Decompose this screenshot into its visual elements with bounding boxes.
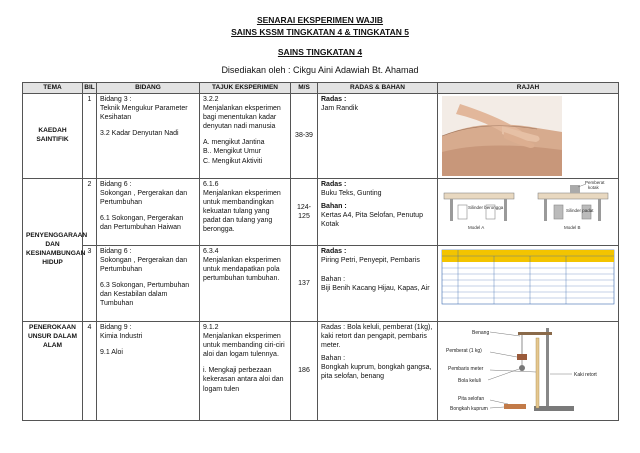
bil-cell: 3 xyxy=(83,246,97,322)
radas-line: Piring Petri, Penyepit, Pembaris xyxy=(321,257,420,265)
pulse-check-illustration xyxy=(442,96,562,176)
bidang-line: 6.1 Sokongan, Pergerakan dan Pertumbuhan Haiwan xyxy=(100,215,184,232)
tajuk-cell xyxy=(200,179,291,246)
rajah-cell xyxy=(438,179,619,246)
bil-cell: 1 xyxy=(83,94,97,179)
label-model-b: Model B xyxy=(564,225,581,230)
bidang-line: Kimia Industri xyxy=(100,333,143,341)
bone-strength-diagram xyxy=(438,179,619,245)
radas-line: Bongkah kuprum, bongkah gangsa, pita selofan, benang xyxy=(321,364,432,381)
bidang-line: Sokongan , Pergerakan dan Pertumbuhan xyxy=(100,190,188,207)
label-kotak: kotak xyxy=(588,185,599,190)
label-pemberat: Pemberat xyxy=(585,180,605,185)
tajuk-line: i. Mengkaji perbezaan kekerasan antara aloi dan logam tulen xyxy=(203,367,284,393)
tajuk-line: Menjalankan eksperimen untuk mendapatkan pola pertumbuhan tumbuhan. xyxy=(203,257,281,283)
rajah-cell xyxy=(438,94,619,179)
rajah-cell xyxy=(438,246,619,322)
ms-cell: 186 xyxy=(291,322,318,421)
tema-cell: PENYENGGARAAN DAN KESINAMBUNGAN HIDUP xyxy=(23,179,83,322)
bidang-line: Bidang 9 : xyxy=(100,324,132,331)
tajuk-cell xyxy=(200,246,291,322)
alloy-hardness-apparatus-diagram xyxy=(438,322,619,420)
label-bongkah-kuprum: Bongkah kuprum xyxy=(450,406,488,412)
radas-cell xyxy=(318,246,438,322)
bidang-line: 3.2 Kadar Denyutan Nadi xyxy=(100,130,179,138)
label-bola-keluli: Bola keluli xyxy=(458,378,481,384)
bidang-cell xyxy=(97,94,200,179)
tajuk-line: Menjalankan eksperimen untuk membanding ciri-ciri aloi dan logam tulennya. xyxy=(203,333,285,359)
growth-record-table-illustration xyxy=(438,246,619,321)
tema-cell: PENEROKAAN UNSUR DALAM ALAM xyxy=(23,322,83,421)
radas-heading: Radas : xyxy=(321,96,347,103)
doc-title: SENARAI EKSPERIMEN WAJIB xyxy=(256,15,384,25)
bidang-line: Bidang 6 : xyxy=(100,248,132,255)
bidang-cell xyxy=(97,322,200,421)
radas-heading: Bahan : xyxy=(321,355,346,363)
label-benang: Benang xyxy=(472,330,490,336)
tajuk-line: 6.3.4 xyxy=(203,248,219,255)
ms-cell: 124-125 xyxy=(291,179,318,246)
bidang-line: 6.3 Sokongan, Pertumbuhan dan Kestabilan dalam Tumbuhan xyxy=(100,282,190,308)
table-header-row xyxy=(23,83,619,94)
label-model-a: Model A xyxy=(468,225,485,230)
bidang-line: Sokongan , Pergerakan dan Pertumbuhan xyxy=(100,257,188,274)
bidang-line: Bidang 3 : xyxy=(100,96,132,103)
radas-heading: Radas : xyxy=(321,181,347,188)
rajah-cell xyxy=(438,322,619,421)
label-silinder-berongga: Silinder berongga xyxy=(468,205,504,210)
experiment-table xyxy=(22,82,619,421)
label-pita-selofan: Pita selofan xyxy=(458,396,485,402)
tema-cell: KAEDAH SAINTIFIK xyxy=(23,94,83,179)
header-tajuk: TAJUK EKSPERIMEN xyxy=(200,83,291,94)
ms-cell: 137 xyxy=(291,246,318,322)
table-row xyxy=(23,94,619,179)
tajuk-line: 3.2.2 xyxy=(203,96,219,103)
bidang-cell xyxy=(97,246,200,322)
tajuk-cell xyxy=(200,94,291,179)
tajuk-line: B.. Mengikut Umur xyxy=(203,148,261,156)
radas-cell xyxy=(318,322,438,421)
tajuk-line: A. mengikut Jantina xyxy=(203,139,265,147)
tajuk-line: 9.1.2 xyxy=(203,324,219,331)
radas-line: Bahan : xyxy=(321,276,346,284)
bidang-cell xyxy=(97,179,200,246)
header-radas: RADAS & BAHAN xyxy=(318,83,438,94)
tajuk-line: C. Mengikut Aktiviti xyxy=(203,157,263,165)
bidang-line: Teknik Mengukur Parameter Kesihatan xyxy=(100,105,188,122)
bil-cell: 2 xyxy=(83,179,97,246)
tajuk-line: Menjalankan eksperimen bagi menentukan kadar denyutan nadi manusia xyxy=(203,105,281,131)
tajuk-line: Menjalankan eksperimen untuk membandingkan kekuatan tulang yang padat dan tulang yang berongga. xyxy=(203,190,281,234)
radas-line: Jam Randik xyxy=(321,105,358,113)
bidang-line: Bidang 6 : xyxy=(100,181,132,188)
radas-heading: Radas : xyxy=(321,248,347,255)
doc-level-title: SAINS TINGKATAN 4 xyxy=(277,47,363,57)
bidang-line: 9.1 Aloi xyxy=(100,349,123,357)
tajuk-line: 6.1.6 xyxy=(203,181,219,188)
radas-line: Radas : Bola keluli, pemberat (1kg), kaki retort dan pengapit, pembaris meter. xyxy=(321,324,433,350)
label-pembaris: Pembaris meter xyxy=(448,366,484,372)
radas-cell xyxy=(318,94,438,179)
label-kaki-retort: Kaki retort xyxy=(574,372,597,378)
header-ms: M/S xyxy=(291,83,318,94)
doc-author: Disediakan oleh : Cikgu Aini Adawiah Bt. Ahamad xyxy=(221,65,419,75)
ms-cell: 38-39 xyxy=(291,94,318,179)
table-row xyxy=(23,322,619,421)
label-pemberat: Pemberat (1 kg) xyxy=(446,348,482,354)
header-tema: TEMA xyxy=(23,83,83,94)
radas-line: Kertas A4, Pita Selofan, Penutup Kotak xyxy=(321,212,423,229)
header-rajah: RAJAH xyxy=(438,83,619,94)
doc-subtitle: SAINS KSSM TINGKATAN 4 & TINGKATAN 5 xyxy=(231,27,409,37)
radas-line: Buku Teks, Gunting xyxy=(321,190,382,198)
tajuk-cell xyxy=(200,322,291,421)
radas-heading: Bahan : xyxy=(321,203,347,211)
table-row xyxy=(23,179,619,246)
radas-line: Biji Benih Kacang Hijau, Kapas, Air xyxy=(321,285,430,293)
bil-cell: 4 xyxy=(83,322,97,421)
header-bil: BIL xyxy=(83,83,97,94)
radas-cell xyxy=(318,179,438,246)
header-bidang: BIDANG xyxy=(97,83,200,94)
table-row xyxy=(23,246,619,322)
label-silinder-padat: Silinder padat xyxy=(566,208,594,213)
